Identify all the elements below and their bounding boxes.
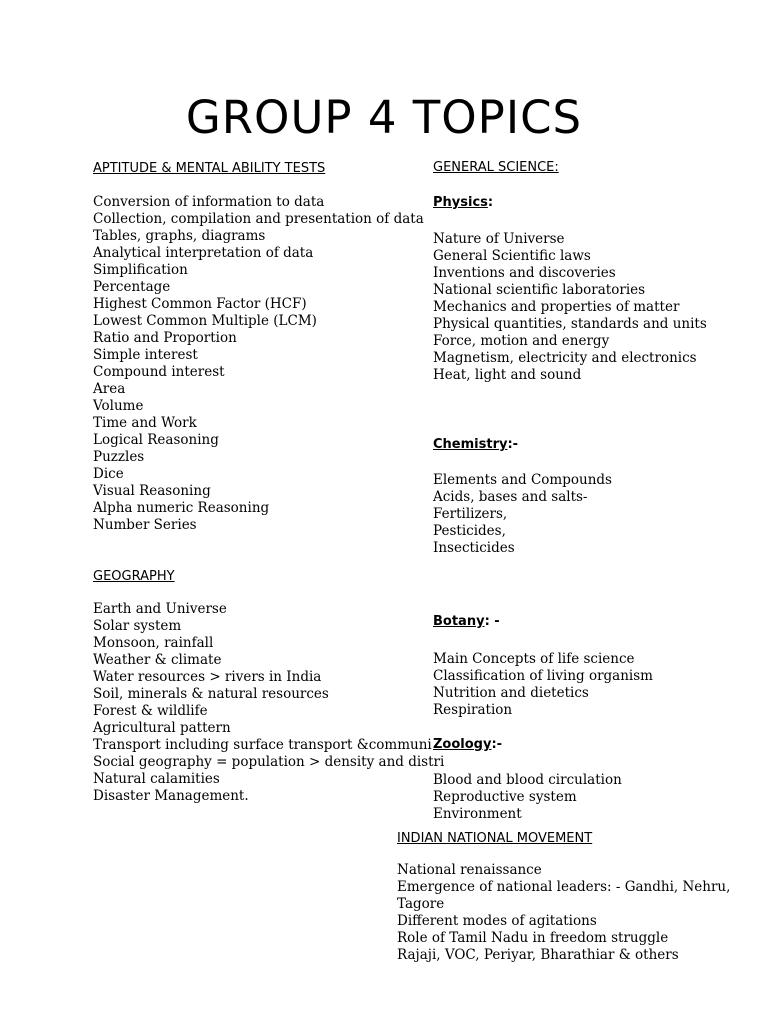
aptitude-item: Simple interest xyxy=(93,347,198,363)
physics-item: Force, motion and energy xyxy=(433,333,610,349)
aptitude-item: Simplification xyxy=(93,262,188,278)
aptitude-item: Logical Reasoning xyxy=(93,432,219,448)
inm-item: Tagore xyxy=(397,896,445,912)
botany-suffix: : - xyxy=(484,614,500,629)
geography-item: Weather & climate xyxy=(93,652,222,668)
zoology-suffix: :- xyxy=(491,737,503,752)
physics-list xyxy=(433,231,707,384)
aptitude-item: Ratio and Proportion xyxy=(93,330,237,346)
zoology-heading xyxy=(433,737,502,753)
chemistry-item: Insecticides xyxy=(433,540,515,556)
geography-item: Solar system xyxy=(93,618,182,634)
inm-item: Emergence of national leaders: - Gandhi, Nehru, xyxy=(397,879,731,895)
aptitude-heading: APTITUDE & MENTAL ABILITY TESTS xyxy=(93,161,326,176)
physics-item: National scientific laboratories xyxy=(433,282,646,298)
physics-item: Inventions and discoveries xyxy=(433,265,616,281)
aptitude-item: Conversion of information to data xyxy=(93,194,325,210)
physics-label: Physics xyxy=(433,195,488,210)
inm-list xyxy=(397,862,730,964)
zoology-clip xyxy=(433,772,753,822)
physics-item: General Scientific laws xyxy=(433,248,591,264)
botany-item: Classification of living organism xyxy=(433,668,653,684)
geography-item: Agricultural pattern xyxy=(93,720,231,736)
inm-item: National renaissance xyxy=(397,862,542,878)
geography-heading: GEOGRAPHY xyxy=(93,569,175,584)
chemistry-label: Chemistry xyxy=(433,437,508,452)
botany-label: Botany xyxy=(433,614,485,629)
geography-item: Monsoon, rainfall xyxy=(93,635,214,651)
aptitude-item: Volume xyxy=(93,398,144,414)
physics-heading xyxy=(433,195,493,211)
chemistry-suffix: :- xyxy=(507,437,519,452)
geography-item: Water resources > rivers in India xyxy=(93,669,322,685)
aptitude-item: Percentage xyxy=(93,279,171,295)
zoology-list xyxy=(433,772,622,823)
botany-heading xyxy=(433,614,500,630)
aptitude-item: Number Series xyxy=(93,517,197,533)
page-title: GROUP 4 TOPICS xyxy=(185,91,583,144)
botany-item: Main Concepts of life science xyxy=(433,651,635,667)
aptitude-item: Dice xyxy=(93,466,124,482)
aptitude-item: Analytical interpretation of data xyxy=(93,245,314,261)
inm-item: Rajaji, VOC, Periyar, Bharathiar & others xyxy=(397,947,679,963)
inm-item: Role of Tamil Nadu in freedom struggle xyxy=(397,930,669,946)
physics-suffix: : xyxy=(487,195,494,210)
physics-item: Magnetism, electricity and electronics xyxy=(433,350,697,366)
physics-item: Mechanics and properties of matter xyxy=(433,299,680,315)
zoology-item: Environment xyxy=(433,806,522,822)
chemistry-heading xyxy=(433,437,518,453)
aptitude-item: Highest Common Factor (HCF) xyxy=(93,296,307,312)
botany-item: Respiration xyxy=(433,702,513,718)
geography-item: Transport including surface transport &communi xyxy=(93,737,432,753)
aptitude-item: Tables, graphs, diagrams xyxy=(93,228,266,244)
geography-item: Soil, minerals & natural resources xyxy=(93,686,329,702)
chemistry-list xyxy=(433,472,612,557)
aptitude-item: Lowest Common Multiple (LCM) xyxy=(93,313,317,329)
zoology-item: Reproductive system xyxy=(433,789,577,805)
chemistry-item: Elements and Compounds xyxy=(433,472,612,488)
geography-list xyxy=(93,601,445,805)
botany-item: Nutrition and dietetics xyxy=(433,685,589,701)
geography-item: Social geography = population > density and distri xyxy=(93,754,445,770)
aptitude-item: Alpha numeric Reasoning xyxy=(93,500,270,516)
physics-item: Heat, light and sound xyxy=(433,367,582,383)
physics-item: Nature of Universe xyxy=(433,231,565,247)
botany-list xyxy=(433,651,653,719)
zoology-label: Zoology xyxy=(433,737,492,752)
inm-item: Different modes of agitations xyxy=(397,913,597,929)
chemistry-item: Acids, bases and salts- xyxy=(433,489,588,505)
inm-heading: INDIAN NATIONAL MOVEMENT xyxy=(397,831,593,846)
aptitude-item: Time and Work xyxy=(93,415,197,431)
geography-item: Disaster Management. xyxy=(93,788,249,804)
aptitude-item: Collection, compilation and presentation of data xyxy=(93,211,424,227)
aptitude-item: Puzzles xyxy=(93,449,145,465)
geography-item: Earth and Universe xyxy=(93,601,227,617)
geography-item: Forest & wildlife xyxy=(93,703,208,719)
aptitude-item: Compound interest xyxy=(93,364,225,380)
aptitude-item: Visual Reasoning xyxy=(93,483,211,499)
science-heading: GENERAL SCIENCE: xyxy=(433,160,559,175)
zoology-item: Blood and blood circulation xyxy=(433,772,622,788)
chemistry-item: Fertilizers, xyxy=(433,506,508,522)
aptitude-list xyxy=(93,194,424,534)
aptitude-item: Area xyxy=(93,381,126,397)
physics-item: Physical quantities, standards and units xyxy=(433,316,707,332)
chemistry-item: Pesticides, xyxy=(433,523,506,539)
geography-item: Natural calamities xyxy=(93,771,220,787)
